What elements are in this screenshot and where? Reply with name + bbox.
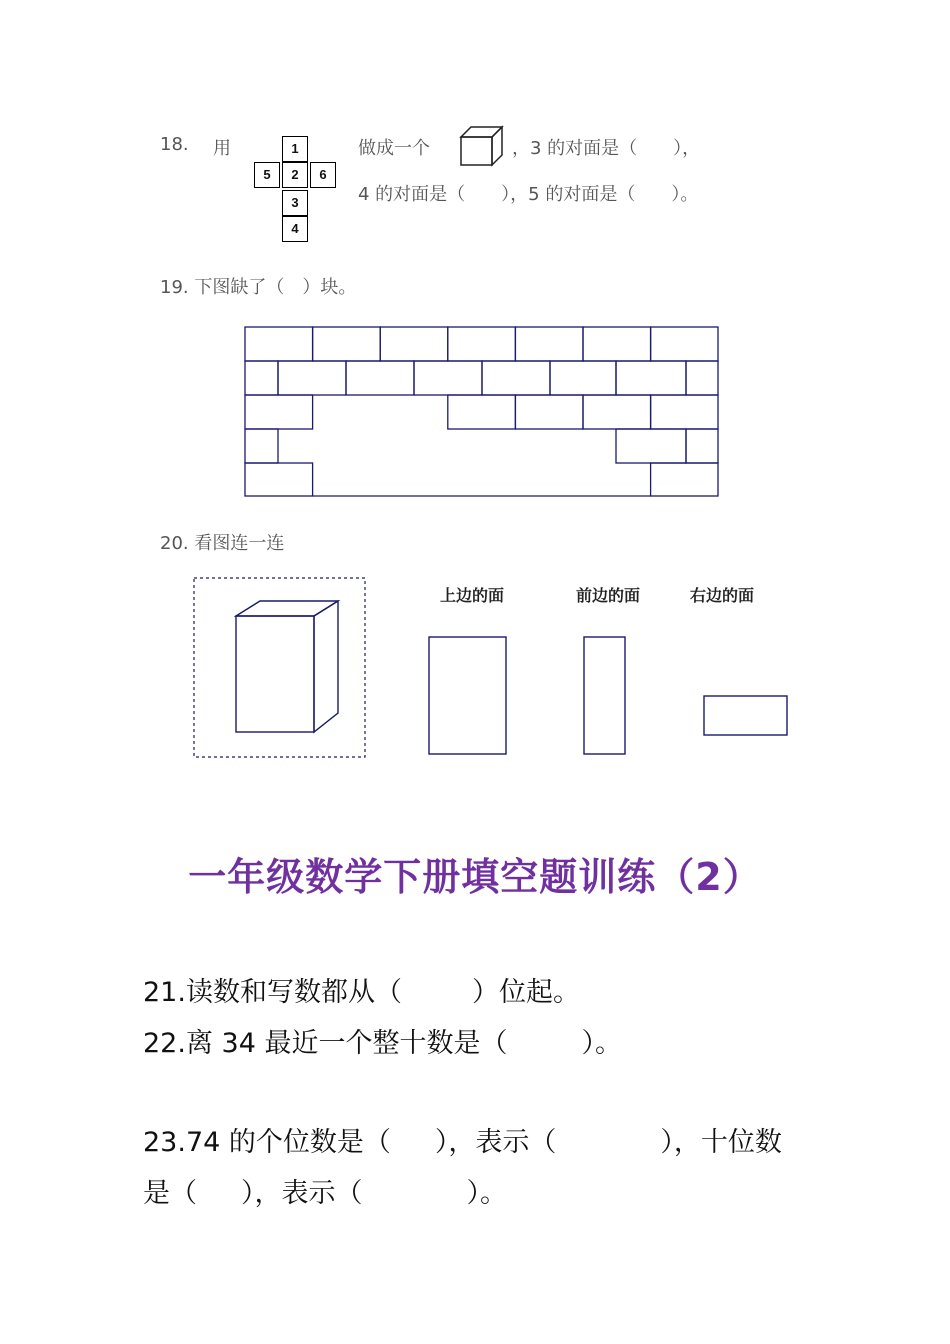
q23-part-e: ），表示（: [241, 1178, 363, 1209]
q18-make-one: 做成一个: [358, 138, 430, 159]
net-face-4: 4: [282, 216, 308, 242]
net-face-6: 6: [310, 162, 336, 188]
q21-line: [143, 970, 580, 1009]
net-face-1: 1: [282, 136, 308, 162]
q18-line2: 4 的对面是（ ），5 的对面是（ ）。: [358, 184, 699, 205]
q20-text: 20. 看图连一连: [160, 533, 285, 554]
q18-use: 用: [213, 138, 231, 159]
q23-line1: [143, 1120, 782, 1159]
label-right-face: 右边的面: [690, 586, 755, 605]
net-face-5: 5: [254, 162, 280, 188]
q23-line2: [143, 1171, 507, 1210]
q18-number: 18.: [160, 134, 189, 155]
q19-text: 19. 下图缺了（ ）块。: [160, 277, 357, 298]
q23-part-d: 是（: [143, 1178, 197, 1209]
q23-part-f: ）。: [466, 1178, 507, 1209]
label-front-face: 前边的面: [576, 586, 641, 605]
brick-wall-figure: [240, 322, 724, 502]
net-face-2: 2: [282, 162, 308, 188]
q23-part-b: ），表示（: [434, 1127, 557, 1158]
face-rect-narrow[interactable]: [581, 634, 629, 758]
q21-part-a: 21.读数和写数都从（: [143, 977, 402, 1008]
q23-part-c: ），十位数: [660, 1127, 782, 1158]
section-title: 一年级数学下册填空题训练（2）: [188, 855, 762, 899]
cube-icon: [458, 124, 506, 168]
face-rect-wide[interactable]: [426, 634, 510, 758]
net-face-3: 3: [282, 190, 308, 216]
cuboid-figure: [192, 576, 368, 760]
q18-line1: ，3 的对面是（ ），: [512, 138, 701, 159]
q23-part-a: 23.74 的个位数是（: [143, 1127, 391, 1158]
label-top-face: 上边的面: [440, 586, 505, 605]
q22-line: [143, 1021, 622, 1060]
q22-part-a: 22.离 34 最近一个整十数是（: [143, 1028, 508, 1059]
q21-part-b: ）位起。: [471, 977, 580, 1008]
face-rect-flat[interactable]: [701, 693, 791, 739]
q22-part-b: ）。: [581, 1028, 622, 1059]
